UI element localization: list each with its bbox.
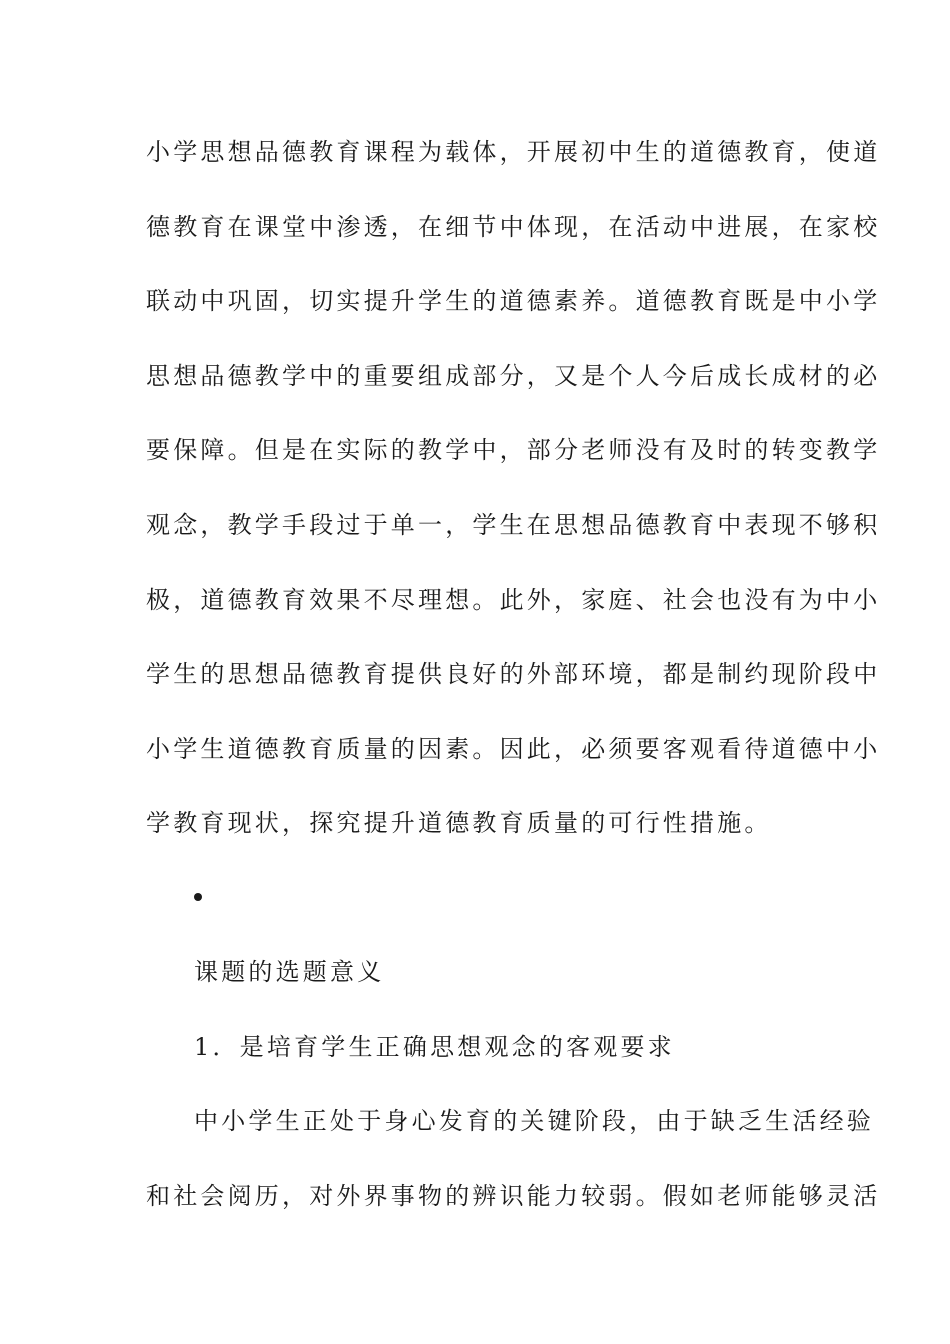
bullet-dot bbox=[194, 893, 202, 901]
paragraph-line: 中小学生正处于身心发育的关键阶段，由于缺乏生活经验 bbox=[194, 1107, 874, 1135]
paragraph-line: 德教育在课堂中渗透，在细节中体现，在活动中进展，在家校 bbox=[146, 213, 881, 241]
section-heading: 课题的选题意义 bbox=[194, 958, 385, 986]
paragraph-line: 小学生道德教育质量的因素。因此，必须要客观看待道德中小 bbox=[146, 735, 881, 763]
paragraph-line: 要保障。但是在实际的教学中，部分老师没有及时的转变教学 bbox=[146, 436, 881, 464]
paragraph-line: 观念，教学手段过于单一，学生在思想品德教育中表现不够积 bbox=[146, 511, 881, 539]
paragraph-line: 极，道德教育效果不尽理想。此外，家庭、社会也没有为中小 bbox=[146, 586, 881, 614]
paragraph-line: 学生的思想品德教育提供良好的外部环境，都是制约现阶段中 bbox=[146, 660, 881, 688]
subheading: 1．是培育学生正确思想观念的客观要求 bbox=[194, 1033, 675, 1061]
paragraph-line: 联动中巩固，切实提升学生的道德素养。道德教育既是中小学 bbox=[146, 287, 881, 315]
paragraph-line: 学教育现状，探究提升道德教育质量的可行性措施。 bbox=[146, 809, 772, 837]
paragraph-line: 和社会阅历，对外界事物的辨识能力较弱。假如老师能够灵活 bbox=[146, 1182, 881, 1210]
paragraph-line: 思想品德教学中的重要组成部分，又是个人今后成长成材的必 bbox=[146, 362, 881, 390]
paragraph-line: 小学思想品德教育课程为载体，开展初中生的道德教育，使道 bbox=[146, 138, 881, 166]
